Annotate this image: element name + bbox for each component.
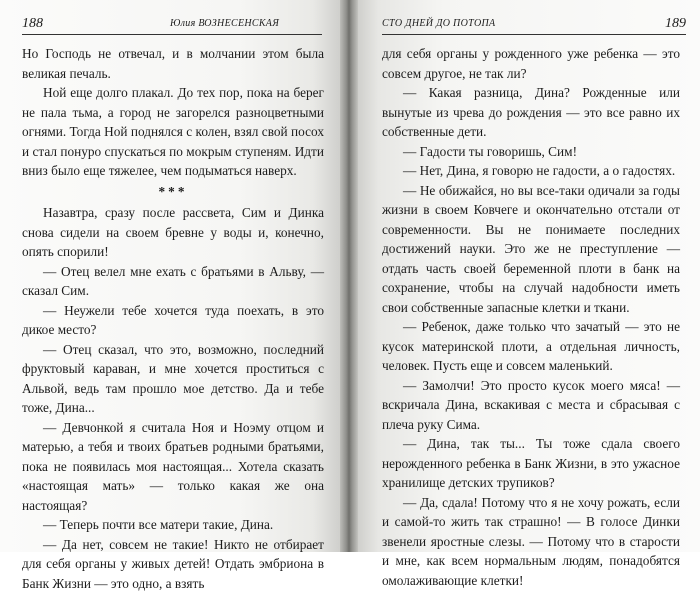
- paragraph: — Отец сказал, что это, возможно, последний фруктовый караван, и мне хочется проститься с Альвой, ведь там прошло мое детство. Да и тебе тоже, Дина...: [22, 340, 324, 418]
- paragraph: для себя органы у рожденного уже ребенка — это совсем другое, не так ли?: [382, 44, 680, 83]
- header-rule: [382, 34, 686, 35]
- paragraph: Ной еще долго плакал. До тех пор, пока на берег не пала тьма, а город не загорелся разноцветными огнями. Тогда Ной поднялся с колен, взял свой посох и стал понуро спускаться по мокрым ступеням. Идти вниз было еще тяжелее, чем подыматься наверх.: [22, 83, 324, 181]
- paragraph: Назавтра, сразу после рассвета, Сим и Динка снова сидели на своем бревне у воды и, конечно, опять спорили!: [22, 203, 324, 262]
- paragraph: — Гадости ты говоришь, Сим!: [382, 142, 680, 162]
- running-head-author: Юлия ВОЗНЕСЕНСКАЯ: [170, 15, 279, 33]
- paragraph: — Нет, Дина, я говорю не гадости, а о гадостях.: [382, 161, 680, 181]
- right-page-text: [382, 44, 680, 590]
- right-page: [358, 0, 700, 552]
- paragraph: — Не обижайся, но вы все-таки одичали за годы жизни в своем Ковчеге и окончательно отстали от современности. Вы не понимаете последних достижений науки. Это же не преступление — отдать часть своей беременной плоти в банк на сохранение, чтобы на случай надобности иметь свои собственные запасные клетки и ткани.: [382, 181, 680, 318]
- paragraph: — Замолчи! Это просто кусок моего мяса! — вскричала Дина, вскакивая с места и сбрасывая с плеча руку Сима.: [382, 376, 680, 435]
- paragraph: — Дина, так ты... Ты тоже сдала своего нерожденного ребенка в Банк Жизни, в это ужасное хранилище детских трупиков?: [382, 434, 680, 493]
- paragraph: — Ребенок, даже только что зачатый — это не кусок материнской плоти, а отдельная личность, человек. Пусть еще и совсем маленький.: [382, 317, 680, 376]
- left-page-text: [22, 44, 324, 593]
- section-break: ***: [22, 182, 324, 202]
- paragraph: — Какая разница, Дина? Рожденные или вынутые из чрева до рождения — это все равно их собственные дети.: [382, 83, 680, 142]
- paragraph: — Да нет, совсем не такие! Никто не отбирает для себя органы у живых детей! Отдать эмбриона в Банк Жизни — это одно, а взять: [22, 535, 324, 593]
- book-gutter: [340, 0, 358, 552]
- left-page: [0, 0, 340, 552]
- page-number: 188: [22, 15, 43, 33]
- header-rule: [22, 34, 322, 35]
- paragraph: — Теперь почти все матери такие, Дина.: [22, 515, 324, 535]
- left-page-header: [22, 15, 322, 33]
- page-number: 189: [665, 15, 686, 33]
- paragraph: — Неужели тебе хочется туда поехать, в это дикое место?: [22, 301, 324, 340]
- paragraph: — Отец велел мне ехать с братьями в Альву, — сказал Сим.: [22, 262, 324, 301]
- paragraph: — Да, сдала! Потому что я не хочу рожать, если и самой-то жить так страшно! — В голосе Динки звенели яростные слезы. — Потому что в старости и мне, как всем нормальным людям, понадобятся омолаживающие клетки!: [382, 493, 680, 591]
- running-head-title: СТО ДНЕЙ ДО ПОТОПА: [382, 15, 495, 33]
- paragraph: Но Господь не отвечал, и в молчании этом была великая печаль.: [22, 44, 324, 83]
- paragraph: — Девчонкой я считала Ноя и Ноэму отцом и матерью, а тебя и твоих братьев родными братьями, пока не появилась моя настоящая... Хотела сказать «настоящая мать» — только какая же она настоящая?: [22, 418, 324, 516]
- right-page-header: [382, 15, 686, 33]
